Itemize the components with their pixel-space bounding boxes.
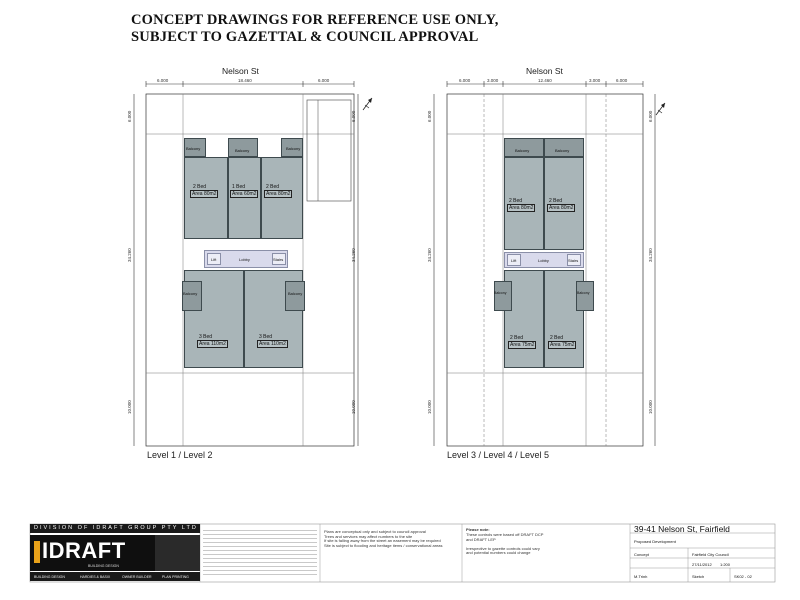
dim-top-width: 18.460 xyxy=(238,78,252,83)
street-label: Nelson St xyxy=(222,66,259,76)
sheet-number: SK02 - 02 xyxy=(734,574,752,579)
balcony-label: Balcony xyxy=(235,148,250,153)
logo-mark xyxy=(34,541,40,563)
dim-right-depth: 34.260 xyxy=(351,248,356,262)
service-item: PLAN PRINTING xyxy=(162,575,189,579)
unit-area-label: Area 80m2 xyxy=(266,191,291,197)
balcony-label: Balcony xyxy=(494,291,507,295)
unit-area-label: Area 75m2 xyxy=(510,342,535,348)
dim-left-rear: 10.000 xyxy=(127,400,132,414)
unit-bed-label: 2 Bed xyxy=(510,335,524,341)
unit-bed-label: 3 Bed xyxy=(259,334,273,340)
drawing-notice-line-1: CONCEPT DRAWINGS FOR REFERENCE USE ONLY, xyxy=(131,12,499,28)
unit-bed-label: 2 Bed xyxy=(266,184,280,190)
dim-top-setback-left: 6.000 xyxy=(459,78,471,83)
balcony-label: Balcony xyxy=(515,148,530,153)
disclaimer-text xyxy=(203,527,317,577)
notes-title: Please note: xyxy=(466,527,490,532)
project-address: 39-41 Nelson St, Fairfield xyxy=(634,524,730,534)
dim-left-front: 6.000 xyxy=(127,110,132,122)
level-label: Level 3 / Level 4 / Level 5 xyxy=(447,450,550,460)
dim-left-front: 6.000 xyxy=(427,110,432,122)
balcony-label: Balcony xyxy=(288,291,303,296)
service-item: BUILDING DESIGN xyxy=(34,575,65,579)
dim-top-setback-left: 6.000 xyxy=(157,78,169,83)
stairs-label: Stairs xyxy=(568,258,579,263)
dim-right-front: 6.000 xyxy=(351,110,356,122)
date: 27/11/2012 xyxy=(692,562,712,567)
unit-bed-label: 3 Bed xyxy=(199,334,213,340)
unit-area-label: Area 110m2 xyxy=(199,341,226,347)
service-item: OWNER BUILDER xyxy=(122,575,152,579)
unit-area-label: Area 80m2 xyxy=(549,205,574,211)
dim-top-setback-right: 6.000 xyxy=(616,78,628,83)
unit-area-label: Area 80m2 xyxy=(509,205,534,211)
level-label: Level 1 / Level 2 xyxy=(147,450,213,460)
planning-notes: Plans are conceptual only and subject to council approval Trees and services may affect numbers to the site If site is falling away from the street an easement may be required Site is subject to flooding and heritage items / conservational areas xyxy=(324,529,443,548)
street-label: Nelson St xyxy=(526,66,563,76)
stage: Concept xyxy=(634,552,649,557)
balcony-label: Balcony xyxy=(186,146,201,151)
dim-top-width: 12.460 xyxy=(538,78,552,83)
balcony-label: Balcony xyxy=(286,146,301,151)
balcony-label: Balcony xyxy=(555,148,570,153)
unit-bed-label: 2 Bed xyxy=(550,335,564,341)
dim-top-setback-right: 6.000 xyxy=(318,78,330,83)
control-notes: These controls were based off DRAFT DCP and DRAFT LEP Irrespective to gazette controls could vary and potential numbers could change xyxy=(466,532,544,555)
unit-bed-label: 2 Bed xyxy=(509,198,523,204)
dim-right-rear: 10.000 xyxy=(648,400,653,414)
drawn-by: M.Trinh xyxy=(634,574,648,579)
unit-area-label: Area 60m2 xyxy=(232,191,257,197)
project-description: Proposed Development xyxy=(634,539,676,544)
dim-top-side-left: 3.000 xyxy=(487,78,499,83)
dim-left-depth: 34.260 xyxy=(127,248,132,262)
dim-right-rear: 10.000 xyxy=(351,400,356,414)
dim-right-depth: 34.260 xyxy=(648,248,653,262)
unit-bed-label: 1 Bed xyxy=(232,184,246,190)
lift-label: Lift xyxy=(211,257,217,262)
unit-area-label: Area 75m2 xyxy=(550,342,575,348)
dim-left-depth: 34.260 xyxy=(427,248,432,262)
service-item: HARDIES & BASIX xyxy=(80,575,111,579)
unit-bed-label: 2 Bed xyxy=(549,198,563,204)
dim-left-rear: 10.000 xyxy=(427,400,432,414)
unit-area-label: Area 80m2 xyxy=(192,191,217,197)
logo-subtitle: BUILDING DESIGN xyxy=(88,564,119,568)
dim-right-front: 6.000 xyxy=(648,110,653,122)
unit-bed-label: 2 Bed xyxy=(193,184,207,190)
lobby-label: Lobby xyxy=(538,258,549,263)
balcony-label: Balcony xyxy=(577,291,590,295)
drawing-notice-line-2: SUBJECT TO GAZETTAL & COUNCIL APPROVAL xyxy=(131,29,479,45)
lobby-label: Lobby xyxy=(239,257,250,262)
balcony-label: Balcony xyxy=(183,291,198,296)
stairs-label: Stairs xyxy=(273,257,284,262)
logo-text: IDRAFT xyxy=(42,538,126,563)
status: Sketch xyxy=(692,574,705,579)
unit-area-label: Area 110m2 xyxy=(259,341,286,347)
dim-top-side-right: 3.000 xyxy=(589,78,601,83)
council: Fairfield City Council xyxy=(692,552,729,557)
company-line: DIVISION OF IDRAFT GROUP PTY LTD xyxy=(34,525,198,531)
logo-image xyxy=(155,535,200,571)
scale: 1:200 xyxy=(720,562,731,567)
lift-label: Lift xyxy=(511,258,517,263)
